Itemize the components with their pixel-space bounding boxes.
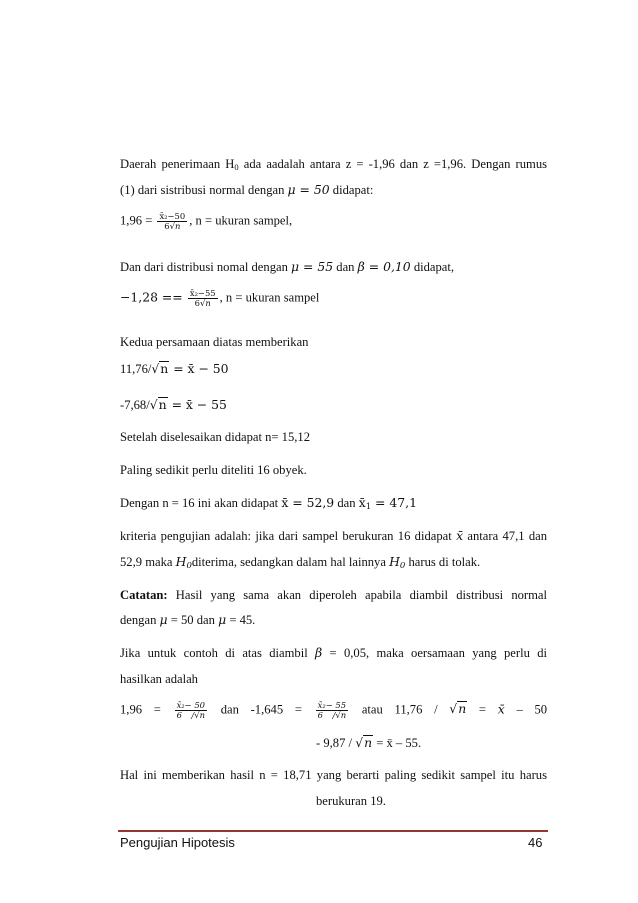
text: 52,9 maka (120, 555, 173, 569)
text: dan (336, 260, 355, 274)
subscript: 0 (186, 561, 192, 571)
text: 11,76/ (120, 362, 152, 376)
sqrt-radicand: n (160, 361, 169, 376)
text: = 0,05, maka oersamaan yang perlu di (329, 646, 548, 660)
den-text: 6 / (317, 710, 336, 720)
kriteria-line-2 (120, 554, 480, 570)
equation-6 (316, 735, 421, 751)
text: didapat, (413, 260, 455, 274)
sqrt-radicand: n (158, 397, 167, 412)
text: , n = ukuran sampel (219, 290, 320, 305)
footer-page-number: 46 (528, 835, 543, 850)
math-h0 (176, 554, 192, 569)
footer-title: Pengujian Hipotesis (120, 835, 235, 850)
text: Dengan n = 16 ini akan didapat (120, 496, 279, 510)
equation-2 (120, 289, 319, 308)
text: antara 47,1 dan (467, 529, 548, 543)
fraction (316, 701, 348, 720)
text: dengan (120, 613, 157, 627)
equation-rhs: = x̄ − 55 (167, 397, 227, 412)
equation-1 (120, 212, 292, 231)
equation-lhs: −1,28 == (120, 289, 183, 305)
text: ada aadalah antara z = -1,96 dan z =1,96. Dengan rumus (243, 157, 548, 171)
text: atau 11,76 / (361, 702, 438, 717)
line-setelah: Setelah diselesaikan didapat n= 15,12 (120, 430, 311, 444)
jika-line-1 (120, 645, 547, 661)
sqrt-radicand: n (458, 701, 467, 717)
text: 1,96 = (120, 702, 161, 717)
math-beta: β = 0,10 (357, 259, 411, 274)
line-dengan (120, 495, 417, 511)
math-mu: μ (159, 612, 168, 627)
text: Hasil yang sama akan diperoleh apabila diambil distribusi normal (175, 588, 547, 602)
catatan-line-1 (120, 587, 547, 603)
line-kedua: Kedua persamaan diatas memberikan (120, 335, 309, 349)
math-h0 (389, 554, 405, 569)
fraction (175, 701, 207, 720)
math-xbar1 (359, 495, 417, 510)
den-text: 6 / (176, 710, 195, 720)
subscript: 0 (399, 561, 406, 571)
text: Daerah penerimaan H (120, 157, 235, 171)
den-var: n (205, 298, 211, 308)
math-xbar: x̄ (456, 528, 464, 543)
text: Dan dari distribusi nomal dengan (120, 260, 288, 274)
h: H (175, 554, 187, 569)
math-sqrt-n: √n (355, 735, 373, 750)
den-var: n (340, 710, 347, 720)
subscript: 0 (234, 162, 239, 172)
text: dan (337, 496, 356, 510)
fraction-denominator: 6√n (194, 298, 211, 308)
fraction-denominator: 6 /√n (317, 710, 347, 720)
text: didapat: (332, 183, 374, 197)
math-xbar: x̄ = 52,9 (281, 495, 335, 510)
math-mu: μ = 55 (291, 259, 334, 274)
text: = 45. (229, 613, 256, 627)
text: -7,68/ (120, 398, 150, 412)
fraction-numerator: x̄₂−55 (189, 288, 216, 298)
equation-lhs: 1,96 = (120, 213, 153, 228)
equation-5 (120, 701, 547, 720)
h: H (389, 554, 400, 569)
fraction-numerator: x̄₂−50 (159, 211, 186, 221)
math-xbar: x̄ (497, 701, 505, 717)
den-text: 6 (164, 221, 170, 231)
fraction (188, 289, 218, 308)
paragraph-1-line-1 (120, 156, 547, 172)
den-var: n (174, 221, 181, 231)
hal-line-2: berukuran 19. (316, 794, 386, 808)
math-sqrt-n: √n (449, 701, 467, 717)
text: = x̄ – 55. (376, 736, 422, 750)
kriteria-line-1 (120, 528, 547, 544)
catatan-label: Catatan: (120, 588, 168, 602)
footer-rule (118, 830, 548, 832)
math-mu: μ = 50 (287, 182, 330, 197)
text: , n = ukuran sampel, (189, 213, 293, 228)
text: – 50 (516, 702, 548, 717)
line-paling: Paling sedikit perlu diteliti 16 obyek. (120, 463, 307, 477)
paragraph-1-line-2 (120, 182, 373, 198)
math-mu: μ (218, 612, 227, 627)
equation-3 (120, 361, 229, 377)
fraction-denominator: 6√n (164, 221, 181, 231)
text: = 50 dan (170, 613, 215, 627)
den-var: n (199, 710, 205, 720)
sqrt-symbol: √ (149, 397, 158, 412)
fraction-numerator: x̄₂− 50 (176, 700, 205, 710)
xbar: x̄ (358, 495, 366, 510)
den-text: 6 (194, 298, 201, 308)
text: dan -1,645 = (220, 702, 302, 717)
text: - 9,87 / (316, 736, 353, 750)
text: Jika untuk contoh di atas diambil (120, 646, 308, 660)
text: harus di tolak. (408, 555, 481, 569)
equation-4 (120, 397, 227, 413)
hal-line-1: Hal ini memberikan hasil n = 18,71 yang berarti paling sedikit sampel itu harus (120, 768, 547, 782)
subscript: 1 (365, 502, 372, 512)
value: = 47,1 (371, 495, 417, 510)
text: (1) dari sistribusi normal dengan (120, 183, 285, 197)
sqrt-symbol: √ (151, 361, 160, 376)
text: kriteria pengujian adalah: jika dari sampel berukuran 16 didapat (120, 529, 452, 543)
equation-rhs: = x̄ − 50 (169, 361, 229, 376)
jika-line-2: hasilkan adalah (120, 672, 198, 686)
text: = (478, 702, 487, 717)
text: diterima, sedangkan dalam hal lainnya (191, 555, 386, 569)
sqrt-radicand: n (364, 735, 373, 750)
paragraph-2 (120, 259, 454, 275)
catatan-line-2 (120, 612, 255, 628)
fraction-numerator: x̄₂− 55 (317, 700, 347, 710)
math-beta: β (315, 645, 323, 660)
fraction (157, 212, 187, 231)
fraction-denominator: 6 /√n (176, 710, 205, 720)
